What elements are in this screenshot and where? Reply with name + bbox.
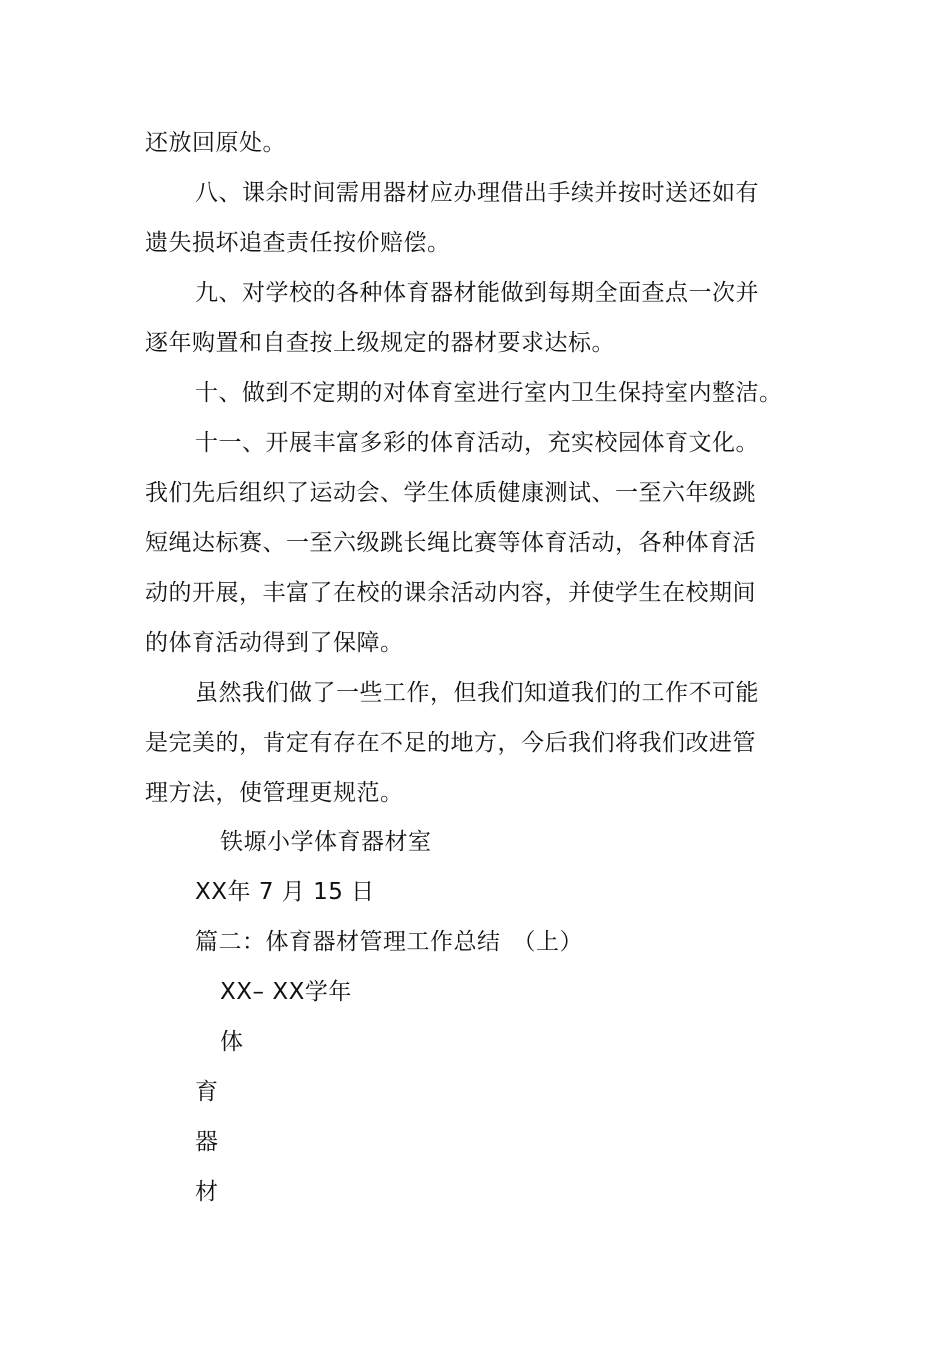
text-line: 理方法，使管理更规范。 [145, 780, 404, 806]
school-year: XX– XX学年 [220, 979, 352, 1005]
text-line: 短绳达标赛、一至六级跳长绳比赛等体育活动，各种体育活 [145, 530, 756, 556]
signature-org: 铁塬小学体育器材室 [220, 829, 432, 855]
text-line: 遗失损坏追查责任按价赔偿。 [145, 230, 451, 256]
text-line: 九、对学校的各种体育器材能做到每期全面查点一次并 [195, 280, 759, 306]
text-line: 材 [195, 1179, 219, 1205]
text-line: 虽然我们做了一些工作，但我们知道我们的工作不可能 [195, 680, 759, 706]
text-line: 还放回原处。 [145, 130, 286, 156]
text-line: 的体育活动得到了保障。 [145, 630, 404, 656]
text-line: 是完美的，肯定有存在不足的地方，今后我们将我们改进管 [145, 730, 756, 756]
text-line: 我们先后组织了运动会、学生体质健康测试、一至六年级跳 [145, 480, 756, 506]
text-line: 体 [220, 1029, 244, 1055]
text-line: 逐年购置和自查按上级规定的器材要求达标。 [145, 330, 615, 356]
text-line: 育 [195, 1079, 219, 1105]
text-line: 动的开展，丰富了在校的课余活动内容，并使学生在校期间 [145, 580, 756, 606]
text-line: 器 [195, 1129, 219, 1155]
text-line: 十、做到不定期的对体育室进行室内卫生保持室内整洁。 [195, 380, 783, 406]
signature-date: XX年 7 月 15 日 [195, 879, 375, 905]
text-line: 八、课余时间需用器材应办理借出手续并按时送还如有 [195, 180, 759, 206]
section-heading: 篇二：体育器材管理工作总结 （上） [195, 929, 583, 955]
text-line: 十一、开展丰富多彩的体育活动，充实校园体育文化。 [195, 430, 759, 456]
